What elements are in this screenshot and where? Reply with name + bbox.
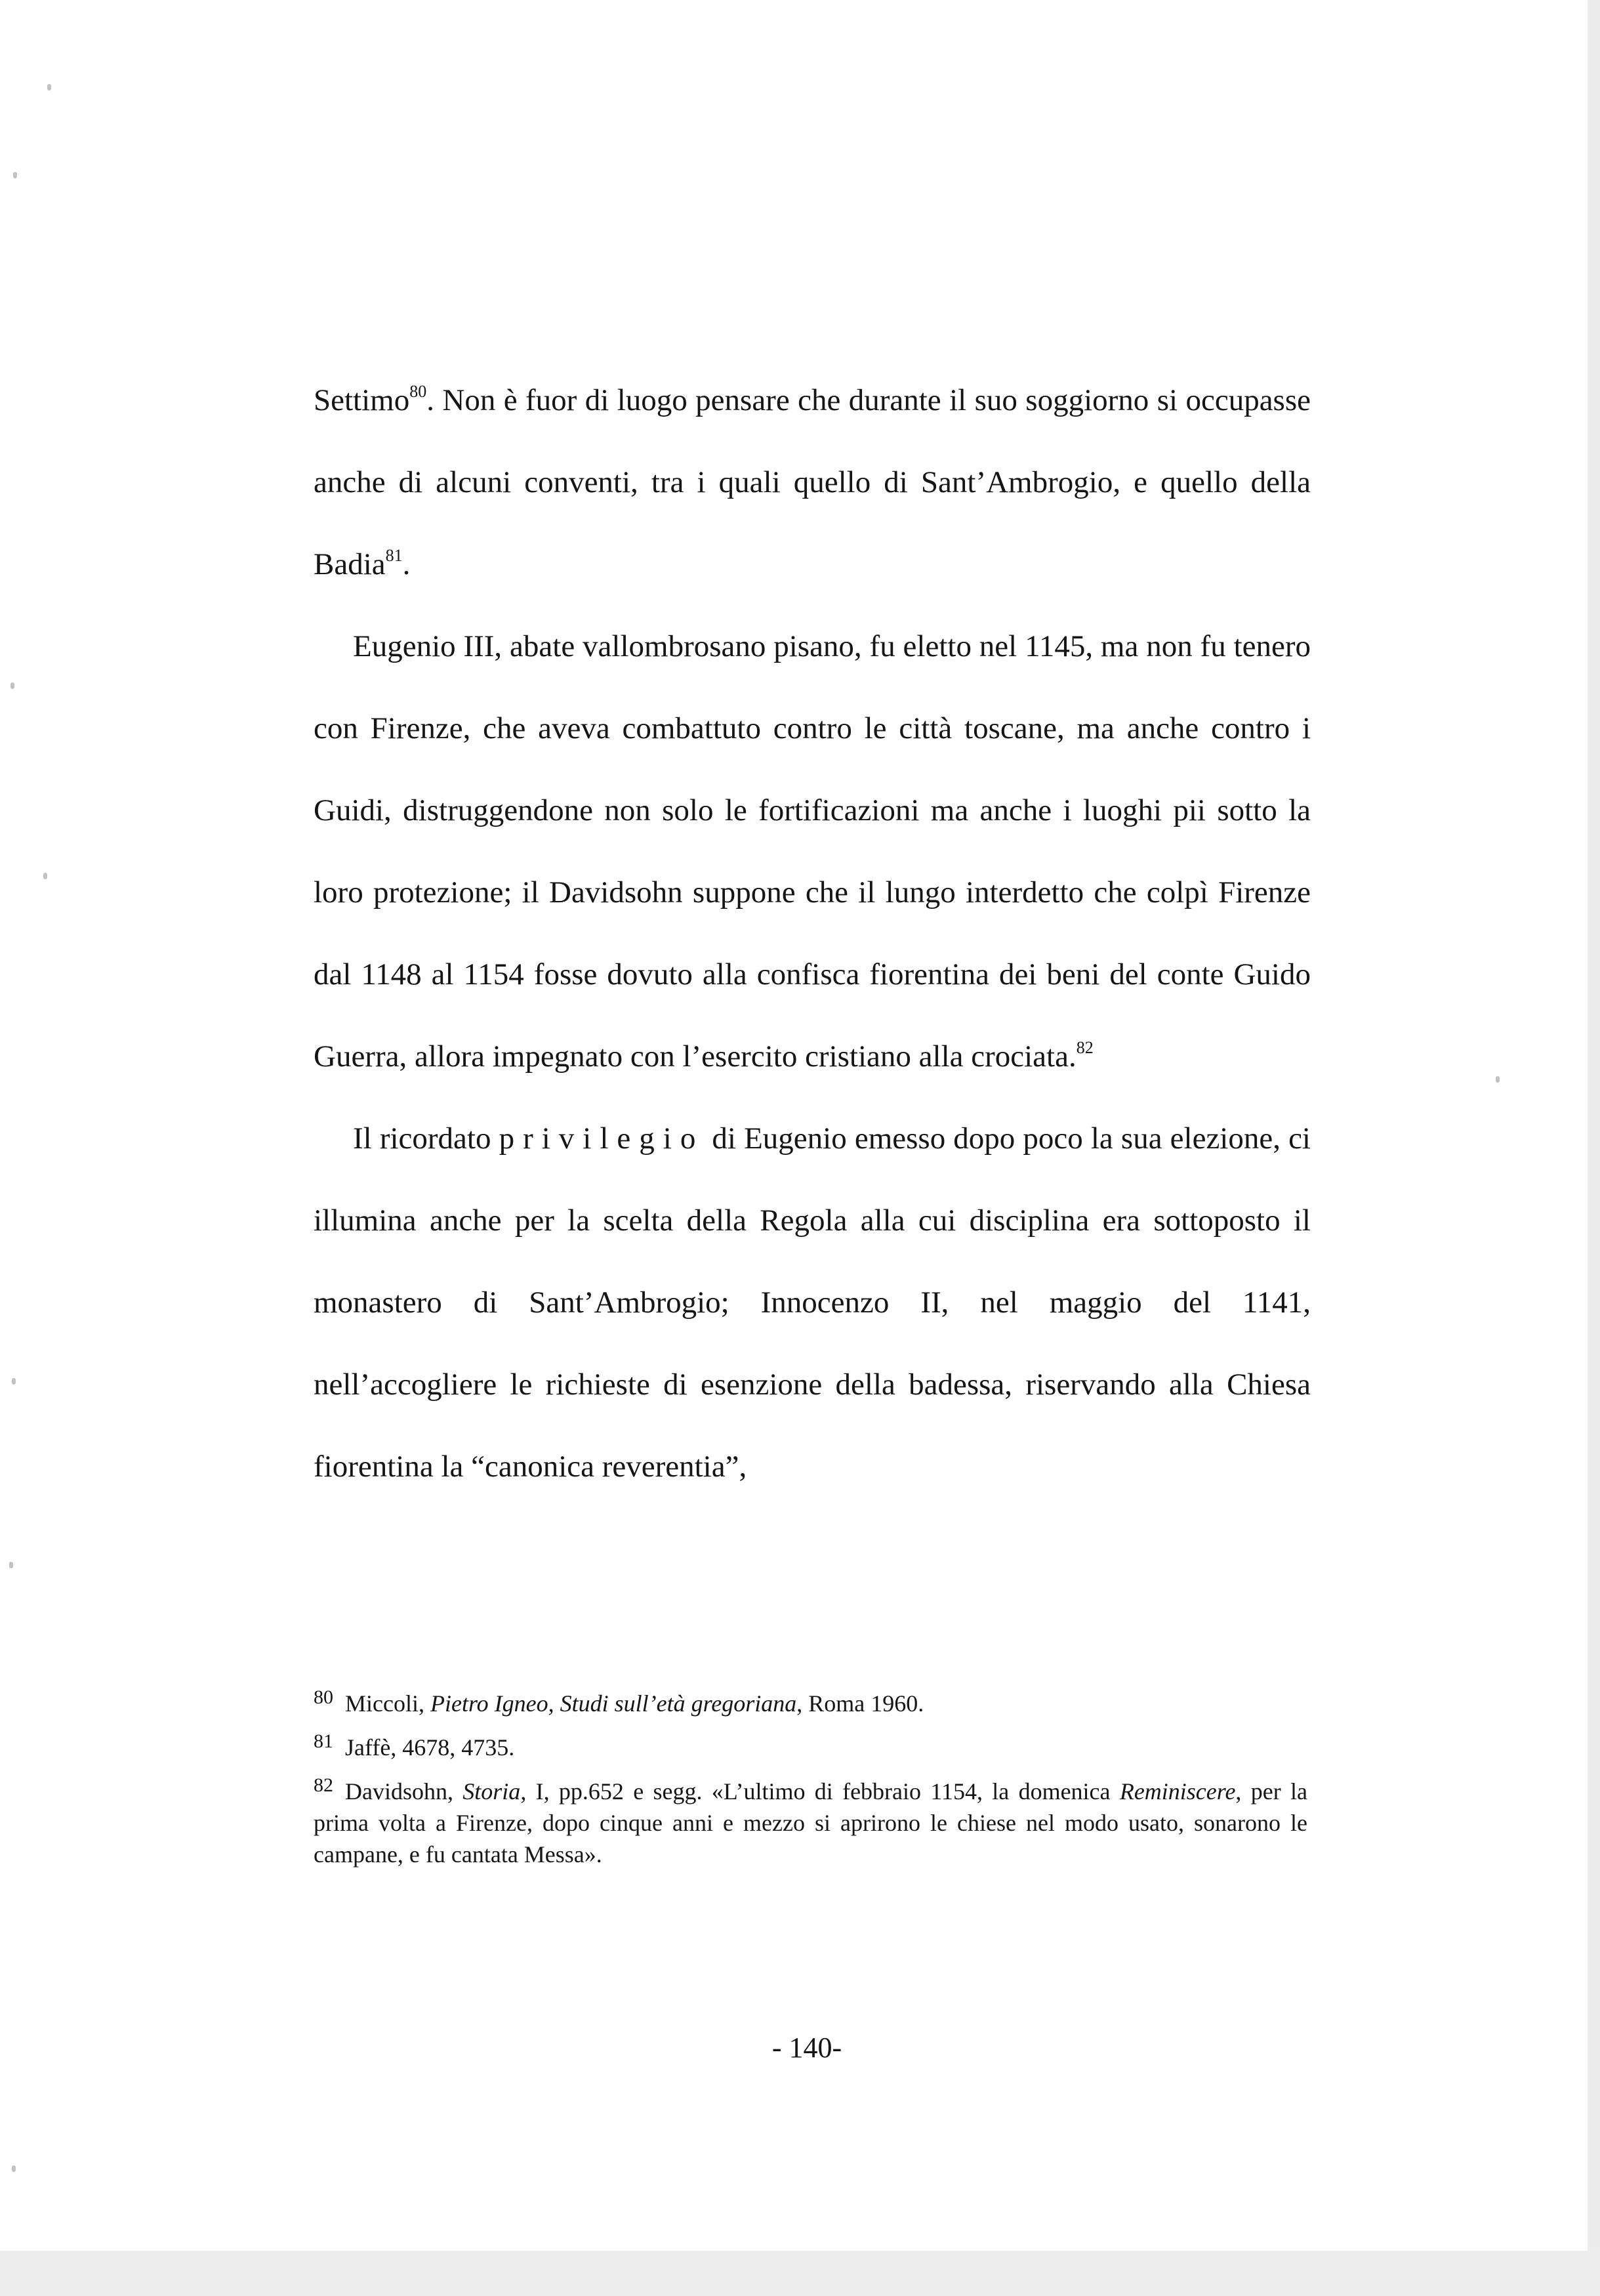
paragraph-2 [314,606,1311,1098]
paragraph-1 [314,360,1311,606]
paragraph-1-text: . Non è fuor di luogo pensare che durante il suo soggiorno si occupasse anche di alcuni conventi, tra i quali quello di Sant’Ambrogio, e quello della Badia [314,383,1311,581]
footnote-81-text: Jaffè, 4678, 4735. [345,1734,515,1761]
footnote-82-title: Storia [462,1778,521,1805]
footnote-82-italic-term: Reminiscere [1119,1778,1236,1805]
footnote-ref-82: 82 [1076,1038,1094,1057]
spaced-term-privilegio: privilegio [499,1121,705,1156]
scan-right-edge [1588,0,1600,2251]
paragraph-3-text: di Eugenio emesso dopo poco la sua elezione, ci illumina anche per la scelta della Regola alla cui disciplina era sottoposto il monastero di Sant’Ambrogio; Innocenzo II, nel maggio del 1141, nell’accogliere le richieste di esenzione della badessa, riservando alla Chiesa fiorentina la “canonica reverentia”, [314,1121,1311,1484]
paragraph-2-text: Eugenio III, abate vallombrosano pisano, fu eletto nel 1145, ma non fu tenero con Firenze, che aveva combattuto contro le città toscane, ma anche contro i Guidi, distruggendone non solo le fortificazioni ma anche i luoghi pii sotto la loro protezione; il Davidsohn suppone che il lungo interdetto che colpì Firenze dal 1148 al 1154 fosse dovuto alla confisca fiorentina dei beni del conte Guido Guerra, allora impegnato con l’esercito cristiano alla crociata. [314,629,1311,1074]
footnote-number: 80 [314,1686,333,1708]
footnote-81 [314,1726,1307,1763]
footnote-82-text-end: , per la prima volta a Firenze, dopo cinque anni e mezzo si aprirono le chiese nel modo usato, sonarono le campane, e fu cantata Messa». [314,1778,1307,1868]
footnote-82-text: , I, pp.652 e segg. «L’ultimo di febbraio 1154, la domenica [520,1778,1120,1805]
footnote-80 [314,1682,1307,1719]
paragraph-1-text-end: . [402,547,411,581]
footnote-80-title: Pietro Igneo, Studi sull’età gregoriana [430,1690,797,1717]
scan-bottom-edge [0,2251,1600,2296]
paragraph-1-text-start: Settimo [314,383,410,417]
footnote-80-author: Miccoli, [345,1690,430,1717]
footnotes [314,1682,1307,1877]
paragraph-3 [314,1098,1311,1508]
footnote-80-place: , Roma 1960. [796,1690,924,1717]
footnote-ref-81: 81 [385,546,403,565]
footnote-ref-80: 80 [409,382,427,401]
footnote-number: 82 [314,1774,333,1796]
paragraph-3-text-start: Il ricordato [353,1121,499,1156]
footnote-82-author: Davidsohn, [345,1778,463,1805]
footnote-number: 81 [314,1730,333,1752]
footnote-82 [314,1770,1307,1870]
page-number: - 140- [771,2032,842,2064]
body-text [314,360,1311,1508]
